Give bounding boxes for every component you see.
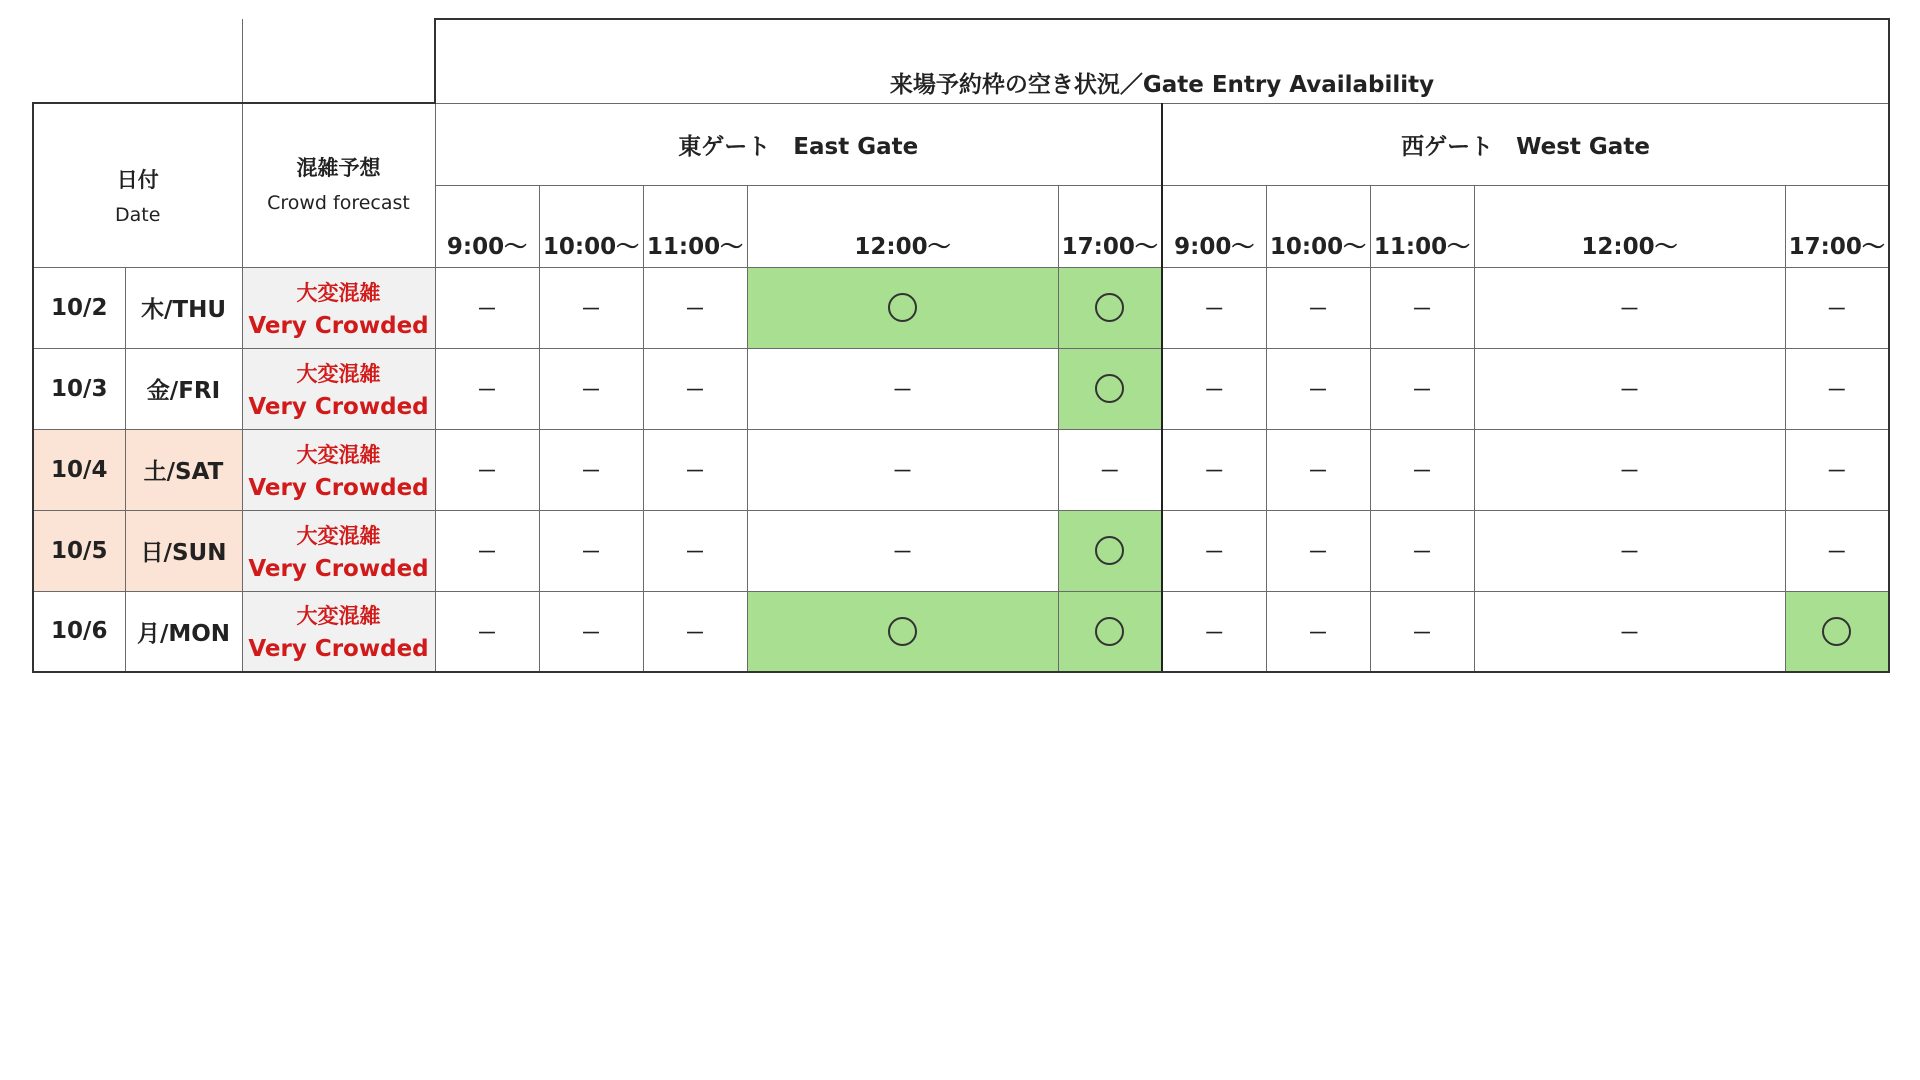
crowd-forecast-en: Very Crowded	[248, 393, 429, 420]
west-time-header: 12:00～	[1474, 185, 1785, 267]
unavailable-dash: －	[581, 459, 601, 483]
unavailable-dash: －	[1619, 620, 1640, 645]
west-time-header: 11:00～	[1370, 185, 1474, 267]
east-slot-cell	[643, 510, 747, 591]
unavailable-dash: －	[581, 297, 601, 321]
east-slot-cell	[539, 429, 643, 510]
east-slot-cell	[747, 267, 1058, 348]
west-slot-cell	[1370, 348, 1474, 429]
west-gate-header: 西ゲート West Gate	[1162, 103, 1889, 185]
available-circle-icon	[888, 293, 917, 322]
date-cell: 10/5	[33, 510, 125, 591]
table-row	[33, 591, 1889, 672]
blank-corner-2	[242, 19, 435, 103]
east-slot-cell	[1058, 591, 1162, 672]
west-slot-cell	[1785, 348, 1889, 429]
crowd-forecast-jp: 大変混雑	[296, 361, 381, 386]
east-slot-cell	[435, 510, 539, 591]
crowd-forecast-jp: 大変混雑	[296, 442, 381, 467]
east-slot-cell	[747, 348, 1058, 429]
west-slot-cell	[1474, 267, 1785, 348]
day-cell: 金/FRI	[125, 348, 242, 429]
unavailable-dash: －	[685, 378, 705, 402]
unavailable-dash: －	[1204, 540, 1225, 564]
crowd-forecast-en: Very Crowded	[248, 555, 429, 582]
east-slot-cell	[539, 591, 643, 672]
west-slot-cell	[1162, 348, 1266, 429]
unavailable-dash: －	[581, 540, 601, 564]
unavailable-dash: －	[1619, 540, 1640, 564]
unavailable-dash: －	[1412, 459, 1432, 483]
west-slot-cell	[1162, 591, 1266, 672]
east-slot-cell	[539, 510, 643, 591]
unavailable-dash: －	[1619, 378, 1640, 402]
west-slot-cell	[1370, 267, 1474, 348]
east-slot-cell	[435, 591, 539, 672]
date-cell: 10/6	[33, 591, 125, 672]
crowd-forecast-cell	[242, 267, 435, 348]
east-gate-header: 東ゲート East Gate	[435, 103, 1162, 185]
unavailable-dash: －	[1204, 378, 1225, 402]
unavailable-dash: －	[1412, 540, 1432, 564]
table-row	[33, 429, 1889, 510]
east-slot-cell	[643, 429, 747, 510]
west-slot-cell	[1266, 510, 1370, 591]
crowd-forecast-cell	[242, 348, 435, 429]
east-slot-cell	[643, 267, 747, 348]
unavailable-dash: －	[1308, 620, 1328, 645]
crowd-header-jp: 混雑予想	[296, 156, 381, 180]
west-slot-cell	[1266, 591, 1370, 672]
table-title: 来場予約枠の空き状況／Gate Entry Availability	[435, 19, 1889, 103]
title-row	[33, 19, 1889, 103]
crowd-forecast-jp: 大変混雑	[296, 280, 381, 305]
day-cell: 木/THU	[125, 267, 242, 348]
available-circle-icon	[1822, 617, 1851, 646]
unavailable-dash: －	[685, 459, 705, 483]
unavailable-dash: －	[1412, 620, 1432, 645]
west-slot-cell	[1266, 429, 1370, 510]
east-slot-cell	[747, 591, 1058, 672]
crowd-forecast-cell	[242, 591, 435, 672]
east-slot-cell	[747, 429, 1058, 510]
unavailable-dash: －	[581, 620, 601, 645]
unavailable-dash: －	[1412, 378, 1432, 402]
unavailable-dash: －	[685, 297, 705, 321]
west-slot-cell	[1785, 267, 1889, 348]
available-circle-icon	[1095, 374, 1124, 403]
east-slot-cell	[1058, 429, 1162, 510]
west-time-header: 10:00～	[1266, 185, 1370, 267]
west-slot-cell	[1785, 591, 1889, 672]
unavailable-dash: －	[1204, 297, 1225, 321]
west-slot-cell	[1370, 429, 1474, 510]
west-time-header: 17:00～	[1785, 185, 1889, 267]
crowd-forecast-jp: 大変混雑	[296, 604, 381, 629]
date-cell: 10/2	[33, 267, 125, 348]
unavailable-dash: －	[1826, 459, 1847, 483]
west-slot-cell	[1785, 510, 1889, 591]
east-slot-cell	[1058, 510, 1162, 591]
unavailable-dash: －	[1204, 459, 1225, 483]
day-cell: 日/SUN	[125, 510, 242, 591]
east-slot-cell	[643, 591, 747, 672]
east-slot-cell	[643, 348, 747, 429]
unavailable-dash: －	[1308, 378, 1328, 402]
date-header-jp: 日付	[116, 168, 159, 193]
date-cell: 10/4	[33, 429, 125, 510]
west-slot-cell	[1162, 429, 1266, 510]
unavailable-dash: －	[1619, 297, 1640, 321]
unavailable-dash: －	[1826, 297, 1847, 321]
east-slot-cell	[747, 510, 1058, 591]
west-time-header: 9:00～	[1162, 185, 1266, 267]
unavailable-dash: －	[581, 378, 601, 402]
unavailable-dash: －	[892, 459, 913, 483]
west-slot-cell	[1162, 510, 1266, 591]
west-slot-cell	[1266, 348, 1370, 429]
unavailable-dash: －	[477, 297, 497, 321]
east-slot-cell	[435, 429, 539, 510]
west-slot-cell	[1474, 510, 1785, 591]
table-row	[33, 267, 1889, 348]
unavailable-dash: －	[1099, 459, 1120, 483]
day-cell: 月/MON	[125, 591, 242, 672]
unavailable-dash: －	[1826, 540, 1847, 564]
unavailable-dash: －	[477, 540, 497, 564]
table-row	[33, 510, 1889, 591]
date-cell: 10/3	[33, 348, 125, 429]
unavailable-dash: －	[1308, 540, 1328, 564]
east-slot-cell	[1058, 348, 1162, 429]
west-slot-cell	[1162, 267, 1266, 348]
crowd-forecast-en: Very Crowded	[248, 312, 429, 339]
west-slot-cell	[1370, 591, 1474, 672]
available-circle-icon	[1095, 293, 1124, 322]
east-time-header: 11:00～	[643, 185, 747, 267]
west-slot-cell	[1474, 591, 1785, 672]
crowd-forecast-cell	[242, 429, 435, 510]
west-slot-cell	[1370, 510, 1474, 591]
crowd-forecast-header	[242, 103, 435, 267]
east-slot-cell	[435, 267, 539, 348]
unavailable-dash: －	[685, 540, 705, 564]
east-time-header: 12:00～	[747, 185, 1058, 267]
available-circle-icon	[888, 617, 917, 646]
unavailable-dash: －	[1412, 297, 1432, 321]
east-slot-cell	[435, 348, 539, 429]
unavailable-dash: －	[1308, 459, 1328, 483]
available-circle-icon	[1095, 617, 1124, 646]
unavailable-dash: －	[1619, 459, 1640, 483]
west-slot-cell	[1474, 348, 1785, 429]
unavailable-dash: －	[892, 378, 913, 402]
west-slot-cell	[1474, 429, 1785, 510]
available-circle-icon	[1095, 536, 1124, 565]
unavailable-dash: －	[685, 620, 705, 645]
west-slot-cell	[1266, 267, 1370, 348]
unavailable-dash: －	[1308, 297, 1328, 321]
date-column-header	[33, 103, 242, 267]
gate-header-row	[33, 103, 1889, 185]
crowd-forecast-en: Very Crowded	[248, 474, 429, 501]
east-time-header: 10:00～	[539, 185, 643, 267]
west-slot-cell	[1785, 429, 1889, 510]
unavailable-dash: －	[892, 540, 913, 564]
day-cell: 土/SAT	[125, 429, 242, 510]
east-slot-cell	[539, 348, 643, 429]
east-time-header: 9:00～	[435, 185, 539, 267]
blank-corner	[33, 19, 242, 103]
date-header-en: Date	[115, 204, 161, 227]
crowd-forecast-cell	[242, 510, 435, 591]
unavailable-dash: －	[1204, 620, 1225, 645]
crowd-forecast-jp: 大変混雑	[296, 523, 381, 548]
crowd-forecast-en: Very Crowded	[248, 636, 429, 663]
crowd-header-en: Crowd forecast	[267, 192, 410, 214]
availability-table	[32, 18, 1890, 673]
table-row	[33, 348, 1889, 429]
unavailable-dash: －	[477, 459, 497, 483]
east-slot-cell	[539, 267, 643, 348]
east-slot-cell	[1058, 267, 1162, 348]
unavailable-dash: －	[477, 620, 497, 645]
unavailable-dash: －	[1826, 378, 1847, 402]
unavailable-dash: －	[477, 378, 497, 402]
east-time-header: 17:00～	[1058, 185, 1162, 267]
